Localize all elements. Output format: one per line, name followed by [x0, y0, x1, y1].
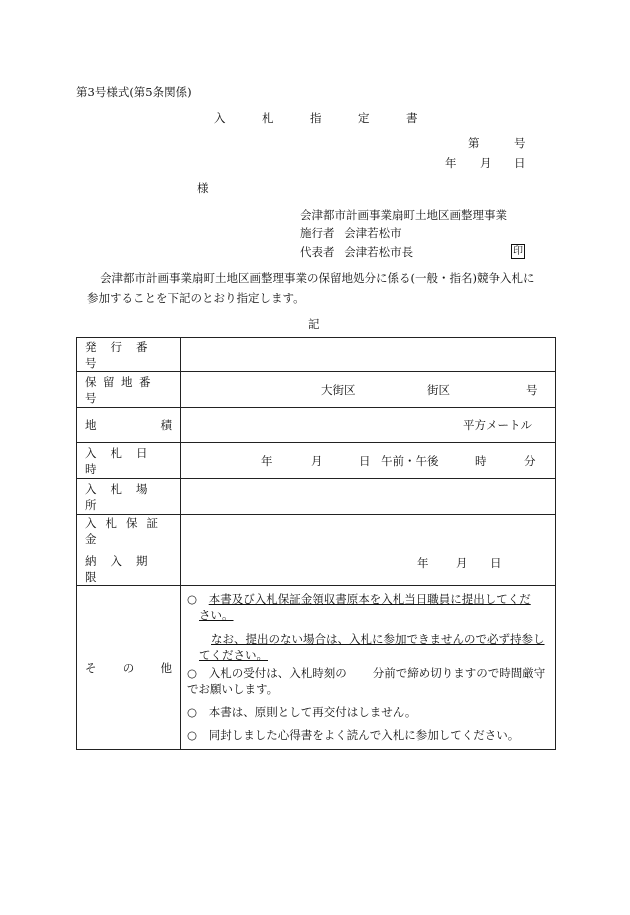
seal-box: 印: [513, 246, 523, 257]
note-1-sub-1: なお、提出のない場合は、入札に参加できませんので必ず持参し: [211, 632, 545, 646]
area-label-char: 地: [85, 418, 97, 432]
block-unit: 街区: [427, 382, 450, 397]
row-deposit: [77, 515, 556, 586]
lot-number-label: [77, 374, 180, 406]
issue-number-value[interactable]: [181, 338, 556, 372]
title-char: 入: [214, 111, 226, 125]
area-label-char: 積: [160, 418, 172, 432]
deposit-label-2: 納入期限: [85, 554, 162, 584]
issuer-executor: [300, 225, 402, 241]
issue-number-label-text: 発行番号: [85, 339, 162, 370]
lot-number-label-cell: [77, 372, 181, 408]
area-label-cell: [77, 408, 181, 443]
body-line-1: 会津都市計画事業扇町土地区画整理事業の保留地処分に係る(一般・指名)競争入札に: [100, 271, 535, 285]
dt-day: 日: [359, 453, 371, 468]
deposit-label: [77, 515, 180, 585]
dep-year: 年: [417, 556, 429, 570]
dt-minute: 分: [524, 453, 536, 468]
issue-number-label: [77, 339, 180, 371]
body-line-2: 参加することを下記のとおり指定します。: [87, 291, 305, 305]
go-unit: 号: [526, 382, 538, 397]
title-char: 定: [358, 111, 370, 125]
note-4: [187, 727, 549, 743]
note-4-text: 同封しました心得書をよく読んで入札に参加してください。: [208, 728, 520, 742]
row-datetime: [77, 443, 556, 479]
deposit-label-1: 入札保証金: [85, 516, 167, 546]
note-bullet: ○: [187, 705, 198, 719]
other-label-char: 他: [160, 660, 172, 675]
note-1-sub-2: てください。: [199, 648, 268, 662]
other-label: [77, 660, 180, 676]
number-line-dai: 第: [468, 136, 480, 150]
row-lot-number: [77, 372, 556, 408]
note-1-sub: [187, 631, 549, 663]
form-number: 第3号様式(第5条関係): [76, 85, 192, 99]
note-bullet: ○: [187, 728, 198, 742]
datetime-units: [181, 451, 555, 471]
other-label-char: の: [122, 660, 135, 675]
area-unit: 平方メートル: [463, 418, 532, 432]
date-month: 月: [480, 156, 492, 170]
datetime-label-cell: [77, 443, 181, 479]
deposit-units: [181, 522, 555, 578]
date-year: 年: [445, 156, 457, 170]
other-notes: [181, 586, 556, 750]
executor-value: 会津若松市: [344, 226, 402, 240]
dt-month: 月: [311, 453, 323, 468]
datetime-label: [77, 445, 180, 477]
row-other: [77, 586, 556, 750]
dep-day: 日: [490, 556, 502, 570]
place-label-text: 入札場所: [85, 481, 162, 512]
place-label: [77, 481, 180, 513]
notes-list: [181, 586, 555, 749]
place-value[interactable]: [181, 479, 556, 515]
designation-table: [76, 337, 556, 750]
issuer-project: 会津都市計画事業扇町土地区画整理事業: [300, 208, 507, 222]
rep-value: 会津若松市長: [344, 245, 414, 259]
rep-label: 代表者: [300, 245, 335, 259]
place-label-cell: [77, 479, 181, 515]
issue-number-label-cell: [77, 338, 181, 372]
other-label-cell: [77, 586, 181, 750]
datetime-value[interactable]: [181, 443, 556, 479]
note-1-line-2: さい。: [199, 608, 234, 622]
dep-month: 月: [456, 556, 468, 570]
note-bullet: ○: [187, 666, 198, 680]
dt-ampm: 午前・午後: [381, 453, 439, 468]
big-block-unit: 大街区: [321, 382, 356, 397]
note-2-line-2: でお願いします。: [187, 682, 279, 696]
date-day: 日: [514, 156, 526, 170]
datetime-label-text: 入札日時: [85, 445, 162, 476]
note-bullet: ○: [187, 592, 198, 606]
lot-number-value[interactable]: [181, 372, 556, 408]
other-label-char: そ: [85, 660, 97, 675]
issuer-representative: [300, 244, 413, 260]
note-2-line-1a: 入札の受付は、入札時刻の: [208, 666, 347, 680]
row-area: [77, 408, 556, 443]
note-2-line-1b: 分前で締め切りますので時間厳守: [372, 666, 546, 680]
area-value[interactable]: [181, 408, 556, 443]
note-1: [187, 591, 549, 623]
deposit-value[interactable]: [181, 515, 556, 586]
note-2: [187, 665, 549, 697]
title-char: 指: [310, 111, 322, 125]
executor-label: 施行者: [300, 226, 335, 240]
area-unit-wrap: [181, 415, 555, 435]
note-1-line-1: 本書及び入札保証金領収書原本を入札当日職員に提出してくだ: [208, 592, 531, 606]
dt-year: 年: [261, 453, 273, 468]
ki-heading: 記: [308, 317, 320, 331]
addressee-suffix: 様: [197, 181, 209, 195]
area-label: [77, 417, 180, 433]
title-char: 札: [262, 111, 274, 125]
title-char: 書: [406, 111, 418, 125]
lot-number-units: [181, 380, 555, 400]
document-title: [214, 110, 430, 126]
lot-number-label-text: 保留地番号: [85, 374, 157, 405]
note-3: [187, 704, 549, 720]
row-place: [77, 479, 556, 515]
note-3-text: 本書は、原則として再交付はしません。: [208, 705, 417, 719]
seal-mark: [511, 243, 525, 259]
deposit-label-cell: [77, 515, 181, 586]
dt-hour: 時: [475, 453, 487, 468]
row-issue-number: [77, 338, 556, 372]
number-line-go: 号: [514, 136, 526, 150]
